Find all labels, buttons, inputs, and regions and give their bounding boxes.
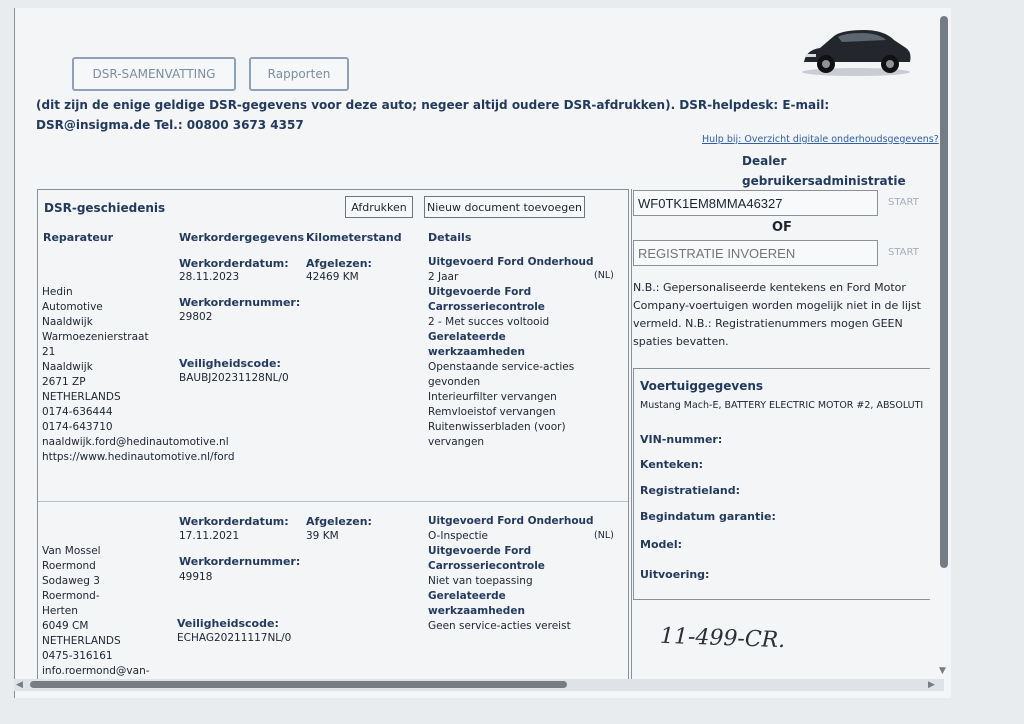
country-code: (NL) xyxy=(594,270,614,281)
registration-input[interactable] xyxy=(633,240,878,266)
vin-input[interactable] xyxy=(633,190,878,216)
mileage-value: 39 KM xyxy=(306,530,339,542)
repairer-address: Hedin Automotive Naaldwijk Warmoezenierstraat 21 Naaldwijk 2671 ZP NETHERLANDS 0174-636444 0174-643710 naaldwijk.ford@hedinautomotive.nl https://www.hedinautomotive.nl/ford xyxy=(42,286,235,463)
details-list: Uitgevoerd Ford Onderhoud O-Inspectie Uitgevoerde Ford Carrosseriecontrole Niet van toepassing Gerelateerde werkzaamheden Geen service-acties vereist xyxy=(428,515,594,632)
trim-label: Uitvoering: xyxy=(640,568,710,581)
car-image xyxy=(798,22,914,78)
scroll-right-icon[interactable]: ▶ xyxy=(928,680,935,690)
or-label: OF xyxy=(772,220,792,235)
row-divider xyxy=(38,501,628,502)
col-mileage: Kilometerstand xyxy=(306,231,402,244)
workorder-number-label: Werkordernummer: xyxy=(179,555,301,568)
workorder-number: 49918 xyxy=(179,571,213,583)
vertical-scroll-thumb[interactable] xyxy=(940,16,948,568)
vin-start-button[interactable]: START xyxy=(888,197,919,208)
mileage-label: Afgelezen: xyxy=(306,257,372,270)
workorder-date-label: Werkorderdatum: xyxy=(179,515,289,528)
workorder-date: 28.11.2023 xyxy=(179,271,240,283)
mileage-value: 42469 KM xyxy=(306,271,359,283)
scroll-left-icon[interactable]: ◀ xyxy=(16,680,23,690)
warranty-start-label: Begindatum garantie: xyxy=(640,510,776,523)
mileage-label: Afgelezen: xyxy=(306,515,372,528)
workorder-date: 17.11.2021 xyxy=(179,530,240,542)
security-code-label: Veiligheidscode: xyxy=(177,617,279,630)
dealer-line-2: gebruikersadministratie xyxy=(742,174,906,188)
security-code: ECHAG20211117NL/0 xyxy=(177,632,292,644)
col-workorder: Werkordergegevens xyxy=(179,231,305,244)
workorder-number: 29802 xyxy=(179,311,213,323)
security-code-label: Veiligheidscode: xyxy=(179,357,281,370)
dsr-history-panel xyxy=(37,189,629,690)
handwritten-note: 11-499-CR. xyxy=(659,623,786,654)
vehicle-title: Voertuiggegevens xyxy=(640,379,764,393)
help-link[interactable]: Hulp bij: Overzicht digitale onderhoudsgegevens? xyxy=(702,134,939,145)
scroll-down-icon[interactable]: ▼ xyxy=(939,666,946,676)
print-button[interactable]: Afdrukken xyxy=(345,196,413,218)
workorder-number-label: Werkordernummer: xyxy=(179,296,301,309)
right-panel-border xyxy=(631,189,632,689)
dsr-notice: (dit zijn de enige geldige DSR-gegevens voor deze auto; negeer altijd oudere DSR-afdrukken). DSR-helpdesk: E-mail: DSR@insigma.de Tel.: 00800 3673 4357 xyxy=(36,98,830,132)
col-repairer: Reparateur xyxy=(43,231,114,244)
horizontal-scroll-thumb[interactable] xyxy=(30,681,567,688)
dealer-line-1: Dealer xyxy=(742,154,787,168)
model-label: Model: xyxy=(640,538,683,551)
vehicle-description: Mustang Mach-E, BATTERY ELECTRIC MOTOR #2, ABSOLUTI xyxy=(640,400,924,411)
reg-country-label: Registratieland: xyxy=(640,484,741,497)
registration-start-button[interactable]: START xyxy=(888,247,919,258)
add-document-button[interactable]: Nieuw document toevoegen xyxy=(424,196,585,218)
workorder-date-label: Werkorderdatum: xyxy=(179,257,289,270)
repairer-address: Van Mossel Roermond Sodaweg 3 Roermond- Herten 6049 CM NETHERLANDS 0475-316161 info.roermond@van- xyxy=(42,545,150,677)
plate-label: Kenteken: xyxy=(640,458,704,471)
vehicle-data-panel xyxy=(633,368,930,600)
country-code: (NL) xyxy=(594,530,614,541)
note-text: N.B.: Gepersonaliseerde kentekens en Ford Motor Company-voertuigen worden mogelijk niet in de lijst vermeld. N.B.: Registratienummers mogen GEEN spaties bevatten. xyxy=(633,281,921,348)
reports-button[interactable]: Rapporten xyxy=(249,57,349,91)
dealer-admin-label[interactable] xyxy=(742,151,906,191)
col-details: Details xyxy=(428,231,472,244)
history-title: DSR-geschiedenis xyxy=(44,201,166,215)
security-code: BAUBJ20231128NL/0 xyxy=(179,372,289,384)
vin-label: VIN-nummer: xyxy=(640,433,723,446)
details-list: Uitgevoerd Ford Onderhoud 2 Jaar Uitgevoerde Ford Carrosseriecontrole 2 - Met succes voltooid Gerelateerde werkzaamheden Openstaande service-acties gevonden Interieurfilter vervangen Remvloeistof vervangen Ruitenwisserbladen (voor) vervangen xyxy=(428,256,594,448)
dsr-summary-button[interactable]: DSR-SAMENVATTING xyxy=(72,57,236,91)
